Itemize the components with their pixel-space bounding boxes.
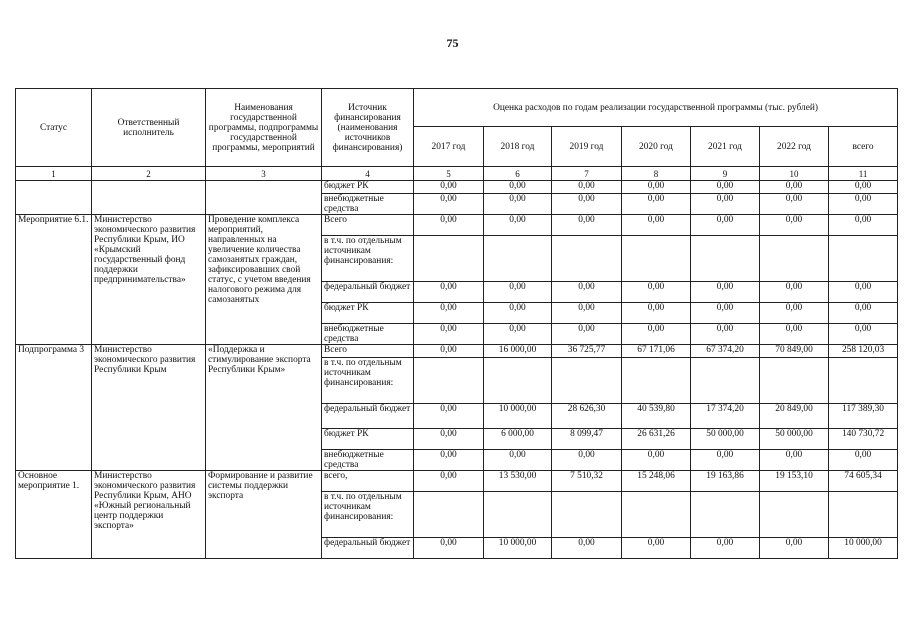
value-total-cell: 0,00 bbox=[829, 215, 898, 236]
value-cell: 0,00 bbox=[622, 303, 691, 324]
value-cell: 19 153,10 bbox=[760, 471, 829, 492]
value-cell: 0,00 bbox=[484, 324, 552, 345]
group-name: «Поддержка и стимулирование экспорта Республики Крым» bbox=[206, 345, 322, 471]
table-row bbox=[16, 471, 898, 492]
value-cell: 17 374,20 bbox=[691, 404, 760, 429]
header-source: Источник финансирования (наименования источников финансирования) bbox=[322, 89, 414, 167]
value-cell: 67 374,20 bbox=[691, 345, 760, 358]
header-total: всего bbox=[829, 127, 898, 167]
value-cell: 0,00 bbox=[414, 181, 484, 194]
value-total-cell: 0,00 bbox=[829, 282, 898, 303]
group-name: Проведение комплекса мероприятий, направленных на увеличение количества самозанятых граждан, зафиксировавших свой статус, с учетом введения налогового режима для самозанятых bbox=[206, 215, 322, 345]
funding-source: федеральный бюджет bbox=[322, 282, 414, 303]
value-cell bbox=[691, 236, 760, 282]
value-cell: 0,00 bbox=[552, 303, 622, 324]
table-body bbox=[16, 181, 898, 559]
value-cell: 0,00 bbox=[484, 282, 552, 303]
value-cell bbox=[484, 358, 552, 404]
value-cell: 50 000,00 bbox=[691, 429, 760, 450]
group-executor bbox=[92, 181, 206, 215]
value-total-cell: 0,00 bbox=[829, 303, 898, 324]
funding-source: внебюджетные средства bbox=[322, 450, 414, 471]
group-executor: Министерство экономического развития Республики Крым, АНО «Южный региональный центр поддержки экспорта» bbox=[92, 471, 206, 559]
value-cell: 0,00 bbox=[622, 181, 691, 194]
value-total-cell: 140 730,72 bbox=[829, 429, 898, 450]
value-total-cell bbox=[829, 492, 898, 538]
header-estimate: Оценка расходов по годам реализации государственной программы (тыс. рублей) bbox=[414, 89, 898, 127]
value-cell: 0,00 bbox=[760, 450, 829, 471]
value-cell bbox=[414, 236, 484, 282]
value-cell bbox=[760, 358, 829, 404]
column-number: 9 bbox=[691, 167, 760, 181]
value-cell: 0,00 bbox=[484, 181, 552, 194]
value-cell: 36 725,77 bbox=[552, 345, 622, 358]
value-cell: 0,00 bbox=[414, 471, 484, 492]
header-year: 2020 год bbox=[622, 127, 691, 167]
header-name: Наименования государственной программы, подпрограммы государственной программы, мероприятий bbox=[206, 89, 322, 167]
value-cell: 0,00 bbox=[760, 215, 829, 236]
value-cell: 0,00 bbox=[414, 324, 484, 345]
funding-source: в т.ч. по отдельным источникам финансирования: bbox=[322, 358, 414, 404]
group-executor: Министерство экономического развития Республики Крым, ИО «Крымский государственный фонд поддержки предпринимательства» bbox=[92, 215, 206, 345]
value-total-cell: 0,00 bbox=[829, 194, 898, 215]
header-status: Статус bbox=[16, 89, 92, 167]
group-status bbox=[16, 181, 92, 215]
funding-source: внебюджетные средства bbox=[322, 324, 414, 345]
funding-source: бюджет РК bbox=[322, 429, 414, 450]
funding-source: Всего bbox=[322, 215, 414, 236]
value-cell: 19 163,86 bbox=[691, 471, 760, 492]
column-number: 11 bbox=[829, 167, 898, 181]
funding-source: Всего bbox=[322, 345, 414, 358]
value-cell: 26 631,26 bbox=[622, 429, 691, 450]
column-number: 2 bbox=[92, 167, 206, 181]
funding-source: федеральный бюджет bbox=[322, 404, 414, 429]
group-status: Подпрограмма 3 bbox=[16, 345, 92, 471]
value-total-cell: 258 120,03 bbox=[829, 345, 898, 358]
value-cell: 0,00 bbox=[414, 450, 484, 471]
value-cell bbox=[622, 492, 691, 538]
column-number: 6 bbox=[484, 167, 552, 181]
value-cell: 0,00 bbox=[414, 303, 484, 324]
value-cell: 0,00 bbox=[760, 282, 829, 303]
value-cell: 0,00 bbox=[414, 345, 484, 358]
value-cell: 28 626,30 bbox=[552, 404, 622, 429]
funding-source: в т.ч. по отдельным источникам финансирования: bbox=[322, 236, 414, 282]
value-cell: 0,00 bbox=[552, 181, 622, 194]
value-cell: 0,00 bbox=[691, 324, 760, 345]
value-cell bbox=[760, 236, 829, 282]
value-cell: 67 171,06 bbox=[622, 345, 691, 358]
funding-source: федеральный бюджет bbox=[322, 538, 414, 559]
value-cell: 0,00 bbox=[691, 450, 760, 471]
value-cell: 0,00 bbox=[760, 303, 829, 324]
value-cell: 16 000,00 bbox=[484, 345, 552, 358]
value-total-cell: 0,00 bbox=[829, 450, 898, 471]
value-cell: 10 000,00 bbox=[484, 404, 552, 429]
value-cell bbox=[760, 492, 829, 538]
value-cell: 13 530,00 bbox=[484, 471, 552, 492]
value-cell: 0,00 bbox=[414, 429, 484, 450]
value-total-cell: 0,00 bbox=[829, 324, 898, 345]
value-cell: 0,00 bbox=[552, 538, 622, 559]
value-cell bbox=[414, 358, 484, 404]
value-cell: 0,00 bbox=[484, 194, 552, 215]
value-cell: 0,00 bbox=[414, 282, 484, 303]
funding-source: бюджет РК bbox=[322, 181, 414, 194]
header-year: 2019 год bbox=[552, 127, 622, 167]
table-row bbox=[16, 345, 898, 358]
column-number: 1 bbox=[16, 167, 92, 181]
column-number: 8 bbox=[622, 167, 691, 181]
column-number: 5 bbox=[414, 167, 484, 181]
value-cell: 0,00 bbox=[622, 215, 691, 236]
column-number: 4 bbox=[322, 167, 414, 181]
value-cell bbox=[622, 236, 691, 282]
header-year: 2018 год bbox=[484, 127, 552, 167]
value-cell: 0,00 bbox=[484, 303, 552, 324]
column-number: 10 bbox=[760, 167, 829, 181]
value-cell: 0,00 bbox=[552, 194, 622, 215]
group-status: Мероприятие 6.1. bbox=[16, 215, 92, 345]
value-cell: 15 248,06 bbox=[622, 471, 691, 492]
header-year: 2017 год bbox=[414, 127, 484, 167]
value-cell: 50 000,00 bbox=[760, 429, 829, 450]
funding-source: всего, bbox=[322, 471, 414, 492]
column-number: 7 bbox=[552, 167, 622, 181]
value-cell: 0,00 bbox=[622, 194, 691, 215]
value-cell bbox=[622, 358, 691, 404]
value-cell: 0,00 bbox=[484, 450, 552, 471]
value-total-cell: 0,00 bbox=[829, 181, 898, 194]
value-cell: 40 539,80 bbox=[622, 404, 691, 429]
table-row bbox=[16, 181, 898, 194]
value-cell: 0,00 bbox=[414, 538, 484, 559]
value-total-cell: 74 605,34 bbox=[829, 471, 898, 492]
group-status: Основное мероприятие 1. bbox=[16, 471, 92, 559]
value-cell: 0,00 bbox=[760, 324, 829, 345]
value-cell: 0,00 bbox=[414, 215, 484, 236]
value-cell: 0,00 bbox=[552, 215, 622, 236]
value-cell: 10 000,00 bbox=[484, 538, 552, 559]
value-cell: 0,00 bbox=[552, 324, 622, 345]
value-cell bbox=[691, 358, 760, 404]
value-total-cell: 10 000,00 bbox=[829, 538, 898, 559]
value-total-cell: 117 389,30 bbox=[829, 404, 898, 429]
value-cell: 0,00 bbox=[760, 181, 829, 194]
value-cell: 70 849,00 bbox=[760, 345, 829, 358]
value-cell: 0,00 bbox=[414, 404, 484, 429]
value-cell bbox=[691, 492, 760, 538]
value-cell: 0,00 bbox=[484, 215, 552, 236]
funding-source: внебюджетные средства bbox=[322, 194, 414, 215]
header-executor: Ответственный исполнитель bbox=[92, 89, 206, 167]
value-cell: 0,00 bbox=[760, 538, 829, 559]
value-cell: 0,00 bbox=[552, 282, 622, 303]
group-name: Формирование и развитие системы поддержки экспорта bbox=[206, 471, 322, 559]
column-number: 3 bbox=[206, 167, 322, 181]
value-cell: 0,00 bbox=[691, 538, 760, 559]
value-cell: 0,00 bbox=[691, 194, 760, 215]
group-executor: Министерство экономического развития Республики Крым bbox=[92, 345, 206, 471]
value-cell bbox=[552, 236, 622, 282]
value-cell: 0,00 bbox=[414, 194, 484, 215]
value-cell bbox=[414, 492, 484, 538]
value-cell: 0,00 bbox=[622, 324, 691, 345]
value-cell: 0,00 bbox=[760, 194, 829, 215]
value-cell: 0,00 bbox=[622, 450, 691, 471]
value-cell: 0,00 bbox=[691, 282, 760, 303]
value-cell: 20 849,00 bbox=[760, 404, 829, 429]
value-total-cell bbox=[829, 358, 898, 404]
value-cell: 0,00 bbox=[622, 538, 691, 559]
value-cell: 6 000,00 bbox=[484, 429, 552, 450]
value-cell: 0,00 bbox=[691, 181, 760, 194]
value-cell bbox=[552, 492, 622, 538]
value-cell bbox=[484, 492, 552, 538]
funding-source: бюджет РК bbox=[322, 303, 414, 324]
value-cell bbox=[552, 358, 622, 404]
table-row bbox=[16, 215, 898, 236]
value-cell: 0,00 bbox=[691, 303, 760, 324]
budget-table bbox=[15, 88, 898, 559]
value-cell: 0,00 bbox=[622, 282, 691, 303]
value-cell: 7 510,32 bbox=[552, 471, 622, 492]
value-cell bbox=[484, 236, 552, 282]
value-cell: 8 099,47 bbox=[552, 429, 622, 450]
group-name bbox=[206, 181, 322, 215]
value-total-cell bbox=[829, 236, 898, 282]
column-number-row bbox=[16, 167, 898, 181]
value-cell: 0,00 bbox=[552, 450, 622, 471]
page-number: 75 bbox=[446, 36, 459, 50]
header-year: 2022 год bbox=[760, 127, 829, 167]
value-cell: 0,00 bbox=[691, 215, 760, 236]
funding-source: в т.ч. по отдельным источникам финансирования: bbox=[322, 492, 414, 538]
header-year: 2021 год bbox=[691, 127, 760, 167]
